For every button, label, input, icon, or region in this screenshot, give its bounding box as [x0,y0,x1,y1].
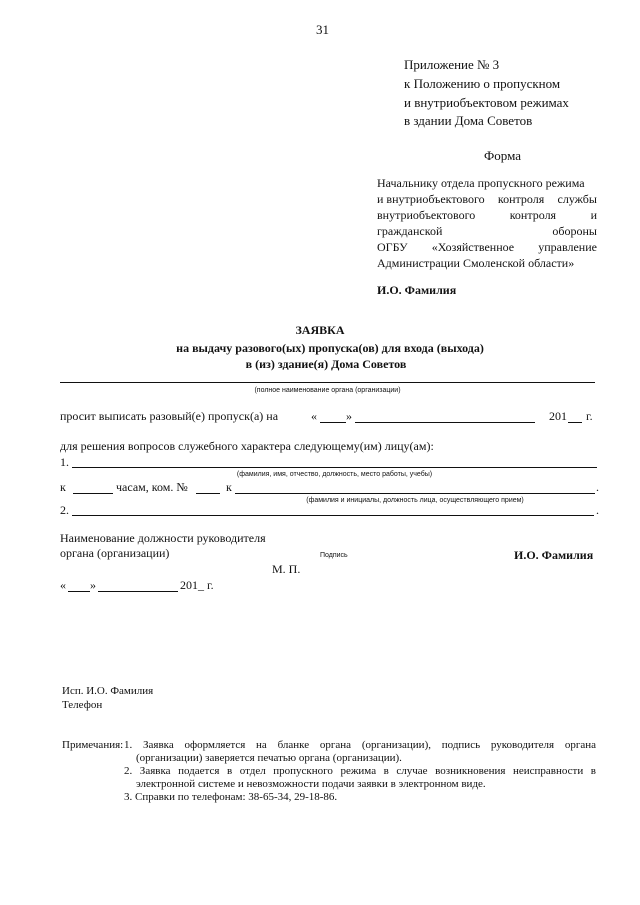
year-suffix: г. [586,409,593,423]
note-line: (организации) заверяется печатью органа (организации). [136,752,402,764]
persons-intro: для решения вопросов служебного характера следующему(им) лицу(ам): [60,439,434,453]
note-line [124,764,596,778]
line-end-dot: . [596,480,599,494]
year-field[interactable] [568,422,582,423]
document-subtitle: на выдачу разового(ых) пропуска(ов) для входа (выхода) [176,341,484,355]
document-subtitle: в (из) здание(я) Дома Советов [245,357,407,371]
organization-caption: (полное наименование органа (организации) [254,387,401,394]
stamp-label: М. П. [272,562,301,576]
appendix-line: Приложение № 3 [404,57,500,72]
room-field[interactable] [196,493,220,494]
line-end-dot: . [596,503,599,517]
hours-field[interactable] [73,493,113,494]
addressee-word: службы [557,192,597,206]
day-field[interactable] [320,422,346,423]
year-prefix: 201 [549,409,567,423]
note-line: электронной системе и невозможности подачи заявки в электронном виде. [136,778,486,790]
head-name: И.О. Фамилия [514,548,594,562]
executor-name: Исп. И.О. Фамилия [62,685,154,697]
month-field[interactable] [355,422,535,423]
person-item-number: 1. [60,455,69,469]
document-title: ЗАЯВКА [295,323,345,337]
addressee-line [377,240,597,255]
note-text: 2. Заявка подается в отдел пропускного режима в случае возникновения неисправности в [124,765,596,777]
addressee-word: и [590,208,597,222]
head-position-label: Наименование должности руководителя [60,531,266,545]
appendix-line: к Положению о пропускном [404,76,561,91]
person-2-field[interactable] [72,515,594,516]
addressee-word: гражданской [377,224,443,238]
date-quote-close: » [90,578,96,592]
organization-name-line[interactable] [60,382,595,383]
appendix-line: в здании Дома Советов [404,113,533,128]
hours-label: часам, ком. № [116,480,188,494]
addressee-line: Администрации Смоленской области» [377,256,575,270]
addressee-word: «Хозяйственное [431,240,515,254]
executor-phone: Телефон [62,699,103,711]
addressee-word: контроля [509,208,557,222]
quote-open: « [311,409,317,423]
addressee-line [377,224,597,239]
date-year: 201_ г. [180,578,214,592]
receiver-caption: (фамилия и инициалы, должность лица, осуществляющего прием) [306,497,524,504]
to-label-2: к [226,480,232,494]
person-1-field[interactable] [72,467,597,468]
note-line [124,738,596,752]
addressee-word: ОГБУ [377,240,408,254]
note-text: 1. Заявка оформляется на бланке органа (организации), подпись руководителя органа [124,739,596,751]
addressee-line: Начальнику отдела пропускного режима [377,176,585,190]
form-label: Форма [484,148,521,163]
head-position-label: органа (организации) [60,546,170,560]
addressee-word: внутриобъектового [377,208,476,222]
receiver-field[interactable] [235,493,595,494]
person-1-caption: (фамилия, имя, отчество, должность, место работы, учебы) [236,471,433,478]
quote-close: » [346,409,352,423]
addressee-word: и внутриобъектового [377,192,485,206]
to-label: к [60,480,66,494]
addressee-word: обороны [552,224,597,238]
note-line: 3. Справки по телефонам: 38-65-34, 29-18-86. [124,791,338,803]
addressee-line [377,192,597,207]
date-month-field[interactable] [98,591,178,592]
appendix-line: и внутриобъектовом режимах [404,95,569,110]
addressee-line [377,208,597,223]
request-text: просит выписать разовый(е) пропуск(а) на [60,409,279,423]
notes-label: Примечания: [62,739,124,751]
addressee-signature-name: И.О. Фамилия [377,283,457,297]
signature-label: Подпись [320,552,348,559]
date-quote-open: « [60,578,66,592]
addressee-word: контроля [497,192,545,206]
addressee-word: управление [538,240,597,254]
page-number: 31 [316,22,329,37]
date-day-field[interactable] [68,591,90,592]
person-item-number: 2. [60,503,69,517]
